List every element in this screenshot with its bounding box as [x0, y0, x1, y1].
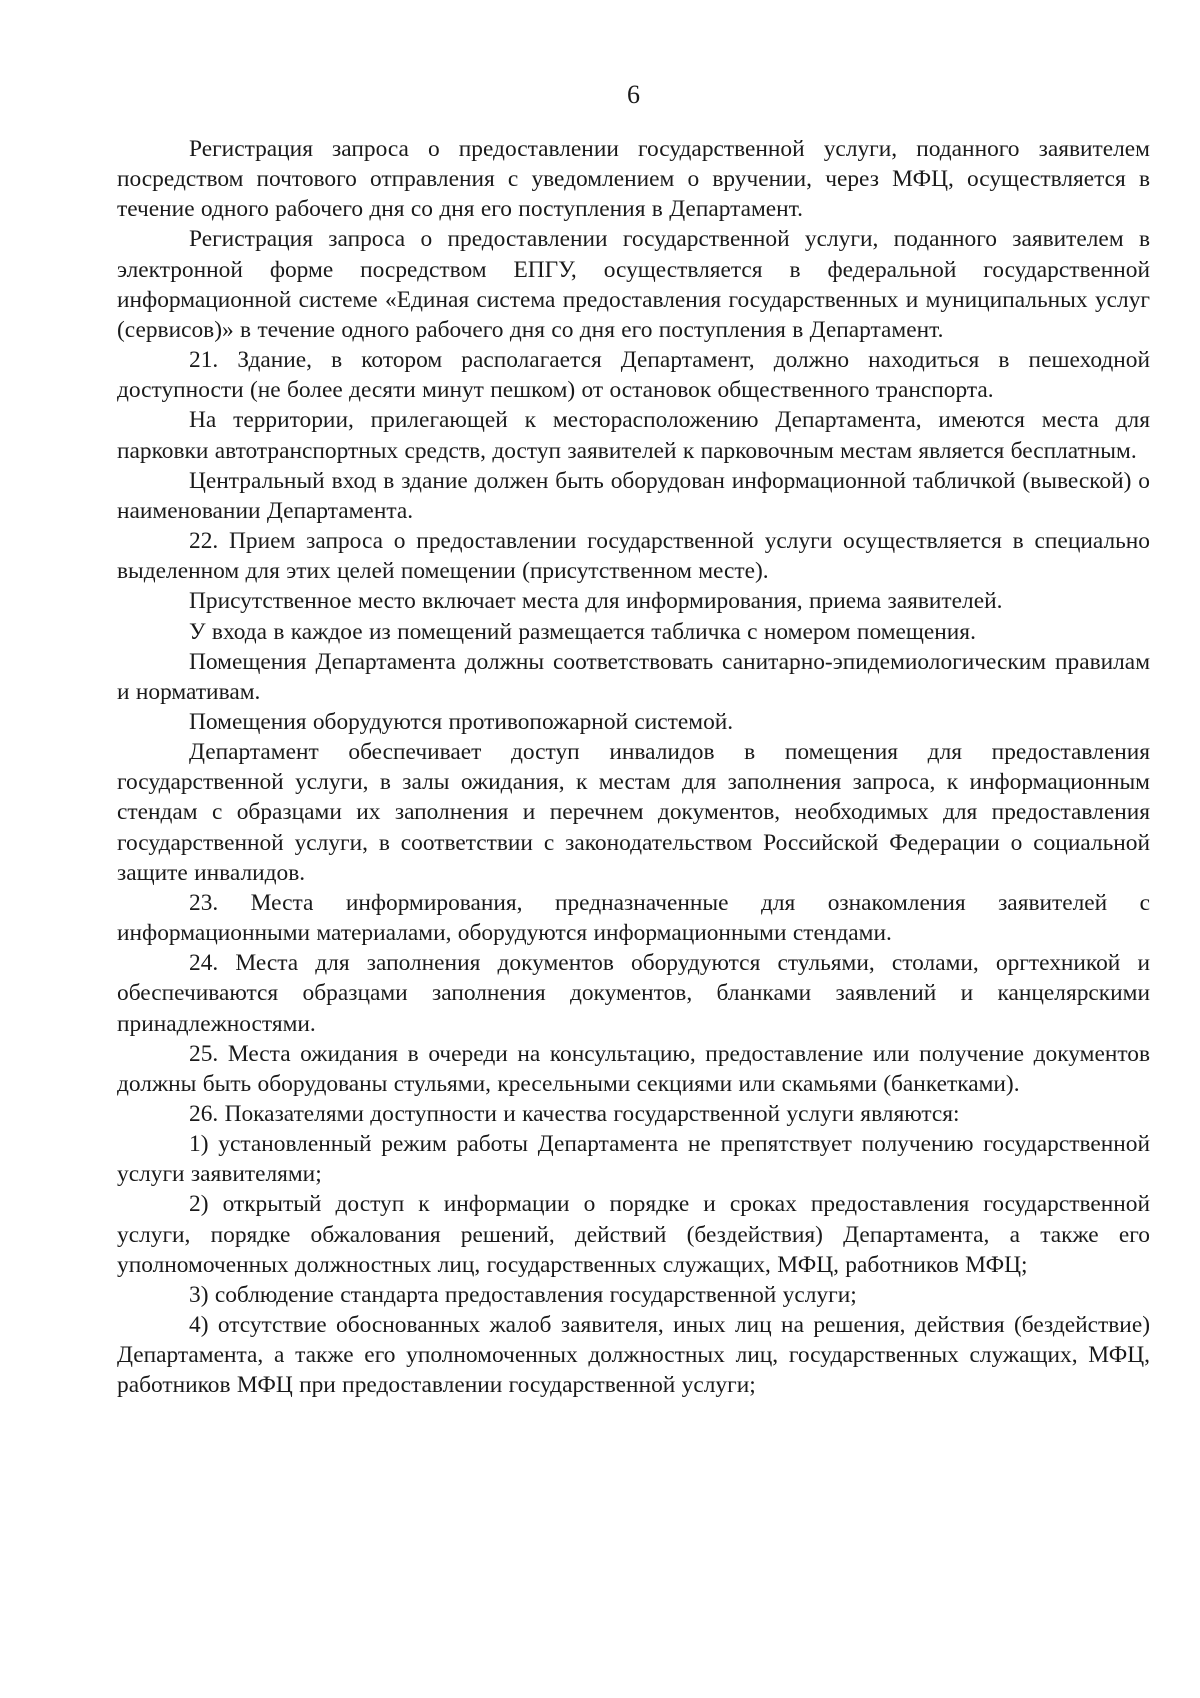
paragraph: Присутственное место включает места для информирования, приема заявителей. — [189, 588, 1003, 615]
paragraph: Департамент обеспечивает доступ инвалидов в помещения для предоставления государственной услуги, в залы ожидания, к местам для заполнения запроса, к информационным стендам с образцами их заполнения и перечнем документов, необходимых для предоставления государственной услуги, в соответствии с законодательством Российской Федерации о социальной защите инвалидов. — [117, 739, 1150, 886]
paragraph: Центральный вход в здание должен быть оборудован информационной табличкой (вывеской) о наименовании Департамента. — [117, 467, 1150, 524]
paragraph: Регистрация запроса о предоставлении государственной услуги, поданного заявителем посредством почтового отправления с уведомлением о вручении, через МФЦ, осуществляется в течение одного рабочего дня со дня его поступления в Департамент. — [117, 136, 1150, 223]
document-page — [117, 0, 1150, 1698]
document-body — [117, 134, 1150, 1401]
paragraph: 23. Места информирования, предназначенные для ознакомления заявителей с информационными материалами, оборудуются информационными стендами. — [117, 889, 1150, 947]
paragraph: 26. Показателями доступности и качества государственной услуги являются: — [189, 1101, 960, 1127]
paragraph: 25. Места ожидания в очереди на консультацию, предоставление или получение документов должны быть оборудованы стульями, кресельными секциями или скамьями (банкетками). — [117, 1040, 1150, 1097]
paragraph: Помещения оборудуются противопожарной системой. — [189, 708, 734, 735]
paragraph: 22. Прием запроса о предоставлении государственной услуги осуществляется в специально выделенном для этих целей помещении (присутственном месте). — [117, 528, 1150, 585]
paragraph: 24. Места для заполнения документов оборудуются стульями, столами, оргтехникой и обеспечиваются образцами заполнения документов, бланками заявлений и канцелярскими принадлежностями. — [117, 950, 1150, 1037]
paragraph: 2) открытый доступ к информации о порядке и сроках предоставления государственной услуги, порядке обжалования решений, действий (бездействия) Департамента, а также его уполномоченных должностных лиц, государственных служащих, МФЦ, работников МФЦ; — [117, 1191, 1150, 1278]
paragraph: У входа в каждое из помещений размещается табличка с номером помещения. — [189, 618, 976, 645]
paragraph: На территории, прилегающей к месторасположению Департамента, имеются места для парковки автотранспортных средств, доступ заявителей к парковочным местам является бесплатным. — [117, 407, 1150, 464]
paragraph: 21. Здание, в котором располагается Департамент, должно находиться в пешеходной доступности (не более десяти минут пешком) от остановок общественного транспорта. — [117, 347, 1150, 404]
paragraph: 1) установленный режим работы Департамента не препятствует получению государственной услуги заявителями; — [117, 1131, 1150, 1188]
paragraph: 3) соблюдение стандарта предоставления государственной услуги; — [189, 1281, 857, 1308]
paragraph: Регистрация запроса о предоставлении государственной услуги, поданного заявителем в электронной форме посредством ЕПГУ, осуществляется в федеральной государственной информационной системе «Единая система предоставления государственных и муниципальных услуг (сервисов)» в течение одного рабочего дня со дня его поступления в Департамент. — [117, 226, 1150, 343]
paragraph: Помещения Департамента должны соответствовать санитарно-эпидемиологическим правилам и нормативам. — [117, 648, 1150, 705]
paragraph: 4) отсутствие обоснованных жалоб заявителя, иных лиц на решения, действия (бездействие) Департамента, а также его уполномоченных должностных лиц, государственных служащих, МФЦ, работников МФЦ при предоставлении государственной услуги; — [117, 1312, 1150, 1399]
page-number: 6 — [627, 80, 640, 109]
